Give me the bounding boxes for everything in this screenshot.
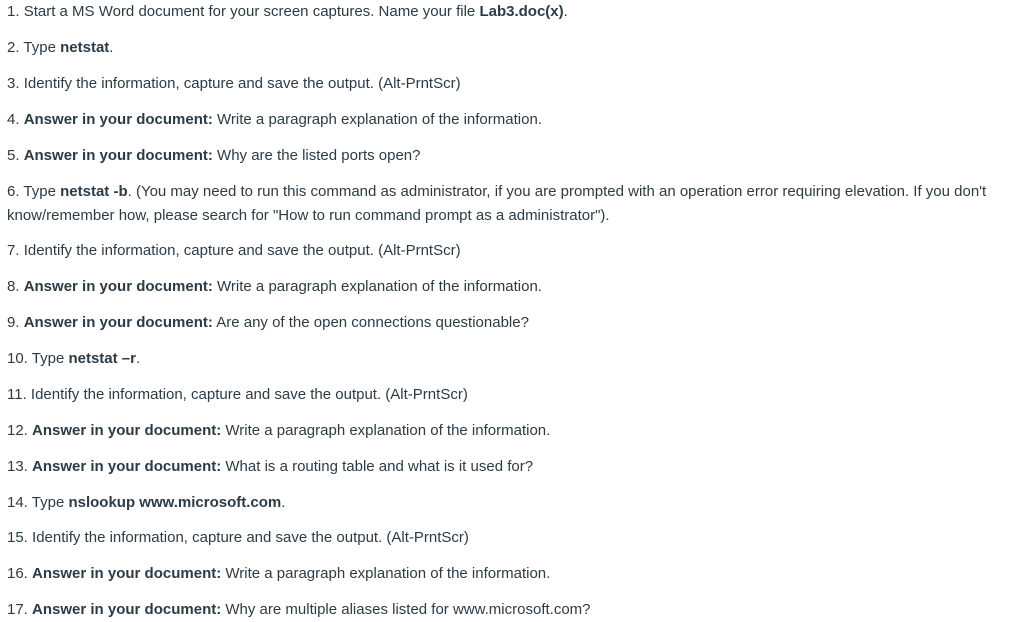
instruction-step-15	[7, 526, 1012, 550]
step-text: Identify the information, capture and save the output. (Alt-PrntScr)	[23, 242, 461, 259]
step-number: 5.	[7, 147, 20, 164]
step-number: 4.	[7, 111, 20, 128]
step-text: Identify the information, capture and save the output. (Alt-PrntScr)	[30, 386, 468, 403]
step-bold-text: netstat –r	[68, 350, 136, 367]
step-number: 3.	[7, 75, 20, 92]
step-bold-text: Answer in your document:	[32, 565, 222, 582]
step-number: 6.	[7, 183, 20, 200]
instruction-step-10	[7, 347, 1012, 371]
instruction-step-3	[7, 72, 1012, 96]
step-text: .	[281, 494, 286, 511]
step-text: Type	[31, 350, 69, 367]
step-text: Type	[23, 39, 61, 56]
step-number: 16.	[7, 565, 28, 582]
step-text: Write a paragraph explanation of the information.	[221, 565, 551, 582]
step-bold-text: netstat -b	[60, 183, 128, 200]
step-text: Why are multiple aliases listed for www.microsoft.com?	[221, 601, 591, 618]
step-text: .	[109, 39, 114, 56]
step-bold-text: nslookup www.microsoft.com	[68, 494, 282, 511]
step-number: 12.	[7, 422, 28, 439]
step-number: 14.	[7, 494, 28, 511]
step-text: Start a MS Word document for your screen captures. Name your file	[23, 3, 480, 20]
instruction-step-5	[7, 144, 1012, 168]
step-text: Identify the information, capture and save the output. (Alt-PrntScr)	[23, 75, 461, 92]
step-bold-text: Lab3.doc(x)	[479, 3, 564, 20]
step-number: 10.	[7, 350, 28, 367]
instruction-step-6	[7, 180, 1012, 228]
step-text: .	[135, 350, 141, 367]
step-text: Write a paragraph explanation of the information.	[212, 111, 542, 128]
instruction-step-7	[7, 239, 1012, 263]
step-bold-text: Answer in your document:	[32, 422, 222, 439]
step-text: Why are the listed ports open?	[212, 147, 421, 164]
instruction-step-11	[7, 383, 1012, 407]
instruction-step-4	[7, 108, 1012, 132]
instruction-step-13	[7, 455, 1012, 479]
step-number: 7.	[7, 242, 20, 259]
step-bold-text: Answer in your document:	[23, 111, 213, 128]
step-number: 9.	[7, 314, 20, 331]
step-text: Write a paragraph explanation of the information.	[212, 278, 542, 295]
instruction-step-2	[7, 36, 1012, 60]
step-bold-text: Answer in your document:	[23, 278, 213, 295]
step-number: 2.	[7, 39, 20, 56]
step-bold-text: Answer in your document:	[23, 314, 213, 331]
step-number: 1.	[7, 3, 20, 20]
step-number: 8.	[7, 278, 20, 295]
instruction-step-8	[7, 275, 1012, 299]
step-text: Are any of the open connections questionable?	[212, 314, 529, 331]
step-bold-text: Answer in your document:	[32, 458, 222, 475]
instruction-step-12	[7, 419, 1012, 443]
instruction-step-17	[7, 598, 1012, 622]
step-bold-text: netstat	[60, 39, 110, 56]
step-number: 17.	[7, 601, 28, 618]
step-number: 15.	[7, 529, 28, 546]
step-number: 13.	[7, 458, 28, 475]
step-number: 11.	[7, 386, 27, 403]
step-text: What is a routing table and what is it used for?	[221, 458, 534, 475]
step-text: Write a paragraph explanation of the information.	[221, 422, 551, 439]
instruction-step-16	[7, 562, 1012, 586]
step-bold-text: Answer in your document:	[32, 601, 222, 618]
step-text: Type	[31, 494, 69, 511]
instruction-step-1	[7, 0, 1012, 24]
step-text: . (You may need to run this command as administrator, if you are prompted with an operation error requiring elevation. If you don't know/remember how, please search for "How to run command prompt as a administrator").	[7, 183, 987, 224]
step-text: .	[563, 3, 568, 20]
instruction-step-14	[7, 491, 1012, 515]
instruction-step-9	[7, 311, 1012, 335]
step-text: Type	[23, 183, 61, 200]
step-bold-text: Answer in your document:	[23, 147, 213, 164]
step-text: Identify the information, capture and save the output. (Alt-PrntScr)	[32, 529, 469, 546]
